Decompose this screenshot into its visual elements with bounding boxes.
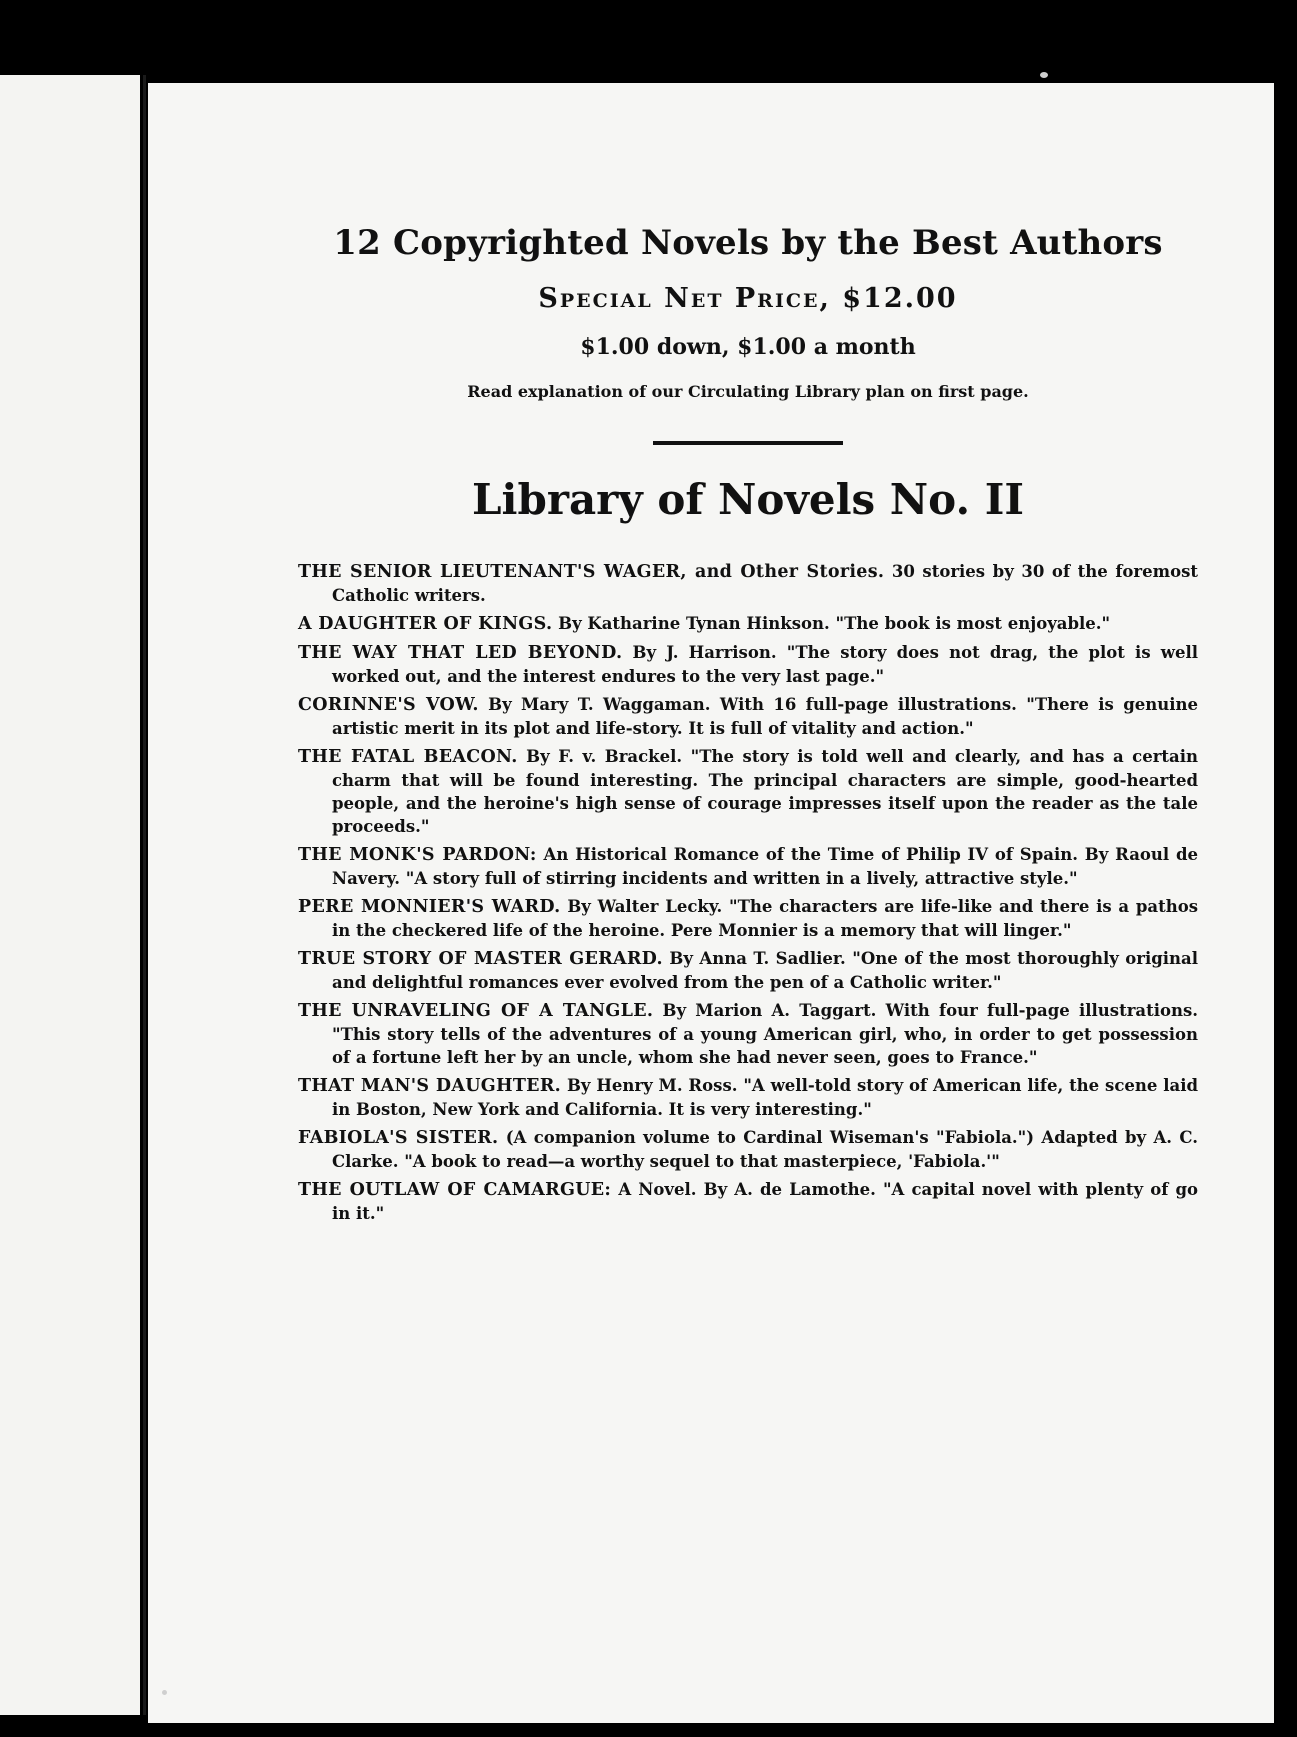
page-content <box>298 223 1198 1230</box>
book-entry <box>298 745 1198 838</box>
divider-rule <box>653 441 843 445</box>
payment-terms: $1.00 down, $1.00 a month <box>580 334 916 360</box>
book-description: By Mary T. Waggaman. With 16 full-page illustrations. "There is genuine artistic merit in its plot and life-story. It is full of vitality and action." <box>332 695 1198 738</box>
book-description: By Henry M. Ross. "A well-told story of American life, the scene laid in Boston, New York and California. It is very interesting." <box>332 1076 1198 1119</box>
book-description: An Historical Romance of the Time of Philip IV of Spain. By Raoul de Navery. "A story full of stirring incidents and written in a lively, attractive style." <box>332 845 1199 888</box>
scan-speck <box>162 1690 167 1695</box>
book-description: By F. v. Brackel. "The story is told well and clearly, and has a certain charm that will be found interesting. The principal characters are simple, good-hearted people, and the heroine's high sense of courage impresses itself upon the reader as the tale proceeds." <box>332 747 1198 836</box>
headline: 12 Copyrighted Novels by the Best Authors <box>333 223 1163 263</box>
book-title: THAT MAN'S DAUGHTER. <box>298 1076 562 1096</box>
scan-speck <box>1040 72 1048 78</box>
book-title: THE MONK'S PARDON: <box>298 845 537 865</box>
book-entry <box>298 947 1198 994</box>
facing-page-edge <box>0 75 140 1715</box>
book-title: THE OUTLAW OF CAMARGUE: <box>298 1180 612 1200</box>
book-title: CORINNE'S VOW. <box>298 695 479 715</box>
book-title: THE SENIOR LIEUTENANT'S WAGER, and Other Stories. <box>298 562 885 582</box>
book-description: By J. Harrison. "The story does not drag, the plot is well worked out, and the interest endures to the very last page." <box>332 643 1199 686</box>
book-description: (A companion volume to Cardinal Wiseman's "Fabiola.") Adapted by A. C. Clarke. "A book to read—a worthy sequel to that masterpiece, 'Fabiola.'" <box>332 1128 1199 1171</box>
book-title: A DAUGHTER OF KINGS. <box>298 614 553 634</box>
book-list <box>298 560 1198 1225</box>
book-entry <box>298 1178 1198 1225</box>
book-entry <box>298 1074 1198 1121</box>
book-description: By Katharine Tynan Hinkson. "The book is most enjoyable." <box>558 614 1111 633</box>
binding-rule <box>143 75 146 1715</box>
book-title: FABIOLA'S SISTER. <box>298 1128 499 1148</box>
book-entry <box>298 560 1198 607</box>
library-title: Library of Novels No. II <box>471 475 1024 524</box>
book-title: PERE MONNIER'S WARD. <box>298 897 561 917</box>
catalog-page <box>148 83 1274 1723</box>
book-title: THE WAY THAT LED BEYOND. <box>298 643 623 663</box>
book-description: 30 stories by 30 of the foremost Catholic writers. <box>332 562 1198 605</box>
book-entry <box>298 641 1198 688</box>
book-entry <box>298 693 1198 740</box>
book-entry <box>298 612 1198 636</box>
special-price: Special Net Price, $12.00 <box>538 283 958 314</box>
book-description: A Novel. By A. de Lamothe. "A capital novel with plenty of go in it." <box>332 1180 1198 1223</box>
book-title: TRUE STORY OF MASTER GERARD. <box>298 949 663 969</box>
book-entry <box>298 843 1198 890</box>
book-description: By Anna T. Sadlier. "One of the most thoroughly original and delightful romances ever evolved from the pen of a Catholic writer." <box>332 949 1199 992</box>
book-entry <box>298 895 1198 942</box>
book-description: By Marion A. Taggart. With four full-page illustrations. "This story tells of the adventures of a young American girl, who, in order to get possession of a fortune left her by an uncle, whom she had never seen, goes to France." <box>332 1001 1199 1067</box>
book-title: THE FATAL BEACON. <box>298 747 518 767</box>
book-entry <box>298 999 1198 1069</box>
library-plan-note: Read explanation of our Circulating Library plan on first page. <box>467 382 1029 401</box>
book-title: THE UNRAVELING OF A TANGLE. <box>298 1001 654 1021</box>
book-description: By Walter Lecky. "The characters are life-like and there is a pathos in the checkered life of the heroine. Pere Monnier is a memory that will linger." <box>332 897 1198 940</box>
book-entry <box>298 1126 1198 1173</box>
